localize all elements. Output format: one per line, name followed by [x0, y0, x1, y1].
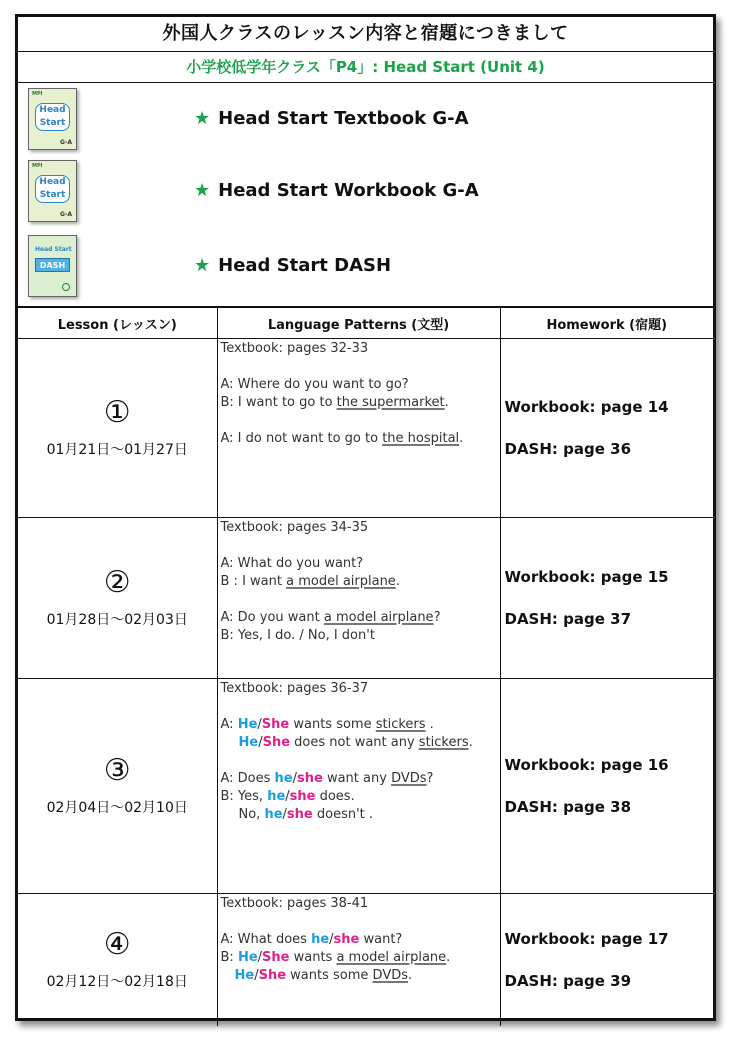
star-icon: ★	[194, 180, 211, 201]
lesson-cell	[18, 679, 217, 894]
lesson-cell	[18, 894, 217, 1026]
textbook-pages: Textbook: pages 32-33	[220, 341, 369, 356]
column-header-homework: Homework (宿題)	[500, 308, 713, 339]
cover-title-line: Start	[39, 190, 66, 200]
cover-title	[35, 103, 70, 131]
lesson-dates: 01月21日～01月27日	[46, 442, 188, 458]
cover-title	[35, 175, 70, 203]
cover-title: DASH	[35, 258, 70, 272]
pattern-line: A: Does he/she want any DVDs?	[220, 771, 434, 786]
pattern-line: A: He/She wants some stickers .	[220, 717, 434, 732]
material-textbook	[18, 86, 713, 152]
star-icon: ★	[194, 255, 211, 276]
pattern-line: He/She does not want any stickers.	[238, 735, 473, 750]
lesson-number: ②	[103, 565, 131, 600]
textbook-pages: Textbook: pages 34-35	[220, 520, 369, 535]
homework-cell	[500, 679, 713, 894]
table-row	[18, 518, 713, 679]
cover-title-line: Start	[39, 118, 66, 128]
material-name: Head Start Workbook G-A	[218, 180, 479, 201]
pattern-line: A: What do you want?	[220, 556, 364, 571]
lesson-number: ③	[103, 753, 131, 788]
dash-page: DASH: page 37	[504, 610, 632, 628]
lesson-dates: 02月04日～02月10日	[46, 800, 188, 816]
pattern-line: A: What does he/she want?	[220, 932, 403, 947]
material-name: Head Start Textbook G-A	[218, 108, 469, 129]
cover-tag: MPI	[32, 163, 43, 169]
lesson-dates: 01月28日～02月03日	[46, 612, 188, 628]
book-cover-icon	[28, 235, 77, 297]
lesson-cell	[18, 339, 217, 518]
pattern-line: B : I want a model airplane.	[220, 574, 400, 589]
material-workbook	[18, 158, 713, 224]
table-row	[18, 339, 713, 518]
dash-page: DASH: page 38	[504, 798, 632, 816]
homework-cell	[500, 894, 713, 1026]
material-label	[194, 108, 469, 129]
dash-page: DASH: page 39	[504, 971, 632, 990]
column-header-lesson: Lesson (レッスン)	[18, 308, 217, 339]
lesson-dates: 02月12日～02月18日	[46, 973, 188, 990]
book-cover-icon	[28, 160, 77, 222]
cover-tag: MPI	[32, 91, 43, 97]
material-dash	[18, 233, 713, 299]
book-cover-icon	[28, 88, 77, 150]
class-subtitle: 小学校低学年クラス「P4」: Head Start (Unit 4)	[18, 52, 713, 83]
table-row	[18, 894, 713, 1026]
textbook-pages: Textbook: pages 38-41	[220, 896, 369, 911]
homework-cell	[500, 339, 713, 518]
textbook-pages: Textbook: pages 36-37	[220, 681, 369, 696]
pattern-line: A: Where do you want to go?	[220, 377, 409, 392]
lesson-sheet	[15, 14, 716, 1021]
cover-foot: G-A	[59, 139, 72, 146]
page-title: 外国人クラスのレッスン内容と宿題につきまして	[18, 17, 713, 52]
homework-cell	[500, 518, 713, 679]
lesson-table	[18, 307, 713, 1026]
pattern-line: A: I do not want to go to the hospital.	[220, 431, 464, 446]
cover-tag: Head Start	[35, 246, 72, 253]
pattern-line: A: Do you want a model airplane?	[220, 610, 441, 625]
table-header-row	[18, 308, 713, 339]
pattern-line: B: I want to go to the supermarket.	[220, 395, 449, 410]
ring-icon	[62, 283, 70, 291]
cover-title-line: Head	[39, 177, 66, 187]
material-label	[194, 180, 479, 201]
language-patterns	[217, 894, 500, 1026]
star-icon: ★	[194, 108, 211, 129]
materials-section	[18, 83, 713, 307]
pattern-line: B: He/She wants a model airplane.	[220, 950, 451, 965]
cover-foot: G-A	[59, 211, 72, 218]
lesson-number: ①	[103, 395, 131, 430]
language-patterns	[217, 339, 500, 518]
material-label	[194, 255, 391, 276]
workbook-page: Workbook: page 15	[504, 568, 669, 586]
lesson-cell	[18, 518, 217, 679]
language-patterns	[217, 518, 500, 679]
pattern-line: He/She wants some DVDs.	[234, 968, 413, 983]
column-header-patterns: Language Patterns (文型)	[217, 308, 500, 339]
language-patterns	[217, 679, 500, 894]
pattern-line: No, he/she doesn't .	[238, 807, 374, 822]
pattern-line: B: Yes, he/she does.	[220, 789, 355, 804]
cover-title-line: Head	[39, 105, 66, 115]
workbook-page: Workbook: page 14	[504, 398, 669, 416]
material-name: Head Start DASH	[218, 255, 392, 276]
workbook-page: Workbook: page 16	[504, 756, 669, 774]
table-row	[18, 679, 713, 894]
lesson-number: ④	[103, 926, 131, 962]
workbook-page: Workbook: page 17	[504, 929, 669, 948]
pattern-line: B: Yes, I do. / No, I don't	[220, 628, 375, 643]
dash-page: DASH: page 36	[504, 440, 632, 458]
